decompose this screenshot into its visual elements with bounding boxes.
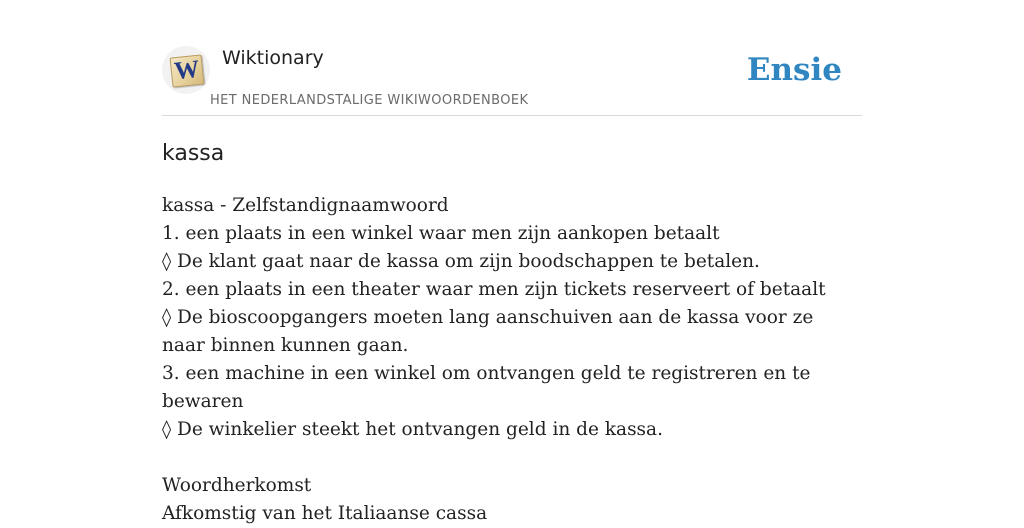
page-title: kassa [162, 141, 225, 166]
etymology-heading: Woordherkomst [162, 475, 312, 496]
definition-1: 1. een plaats in een winkel waar men zijn aankopen betaalt [162, 223, 720, 244]
definition-2: 2. een plaats in een theater waar men zijn tickets reserveert of betaalt [162, 279, 826, 300]
ensie-brand-logo[interactable]: Ensie [746, 52, 842, 88]
word-class-line: kassa - Zelfstandignaamwoord [162, 195, 449, 216]
example-3: ◊ De winkelier steekt het ontvangen geld in de kassa. [162, 419, 663, 440]
spacer [162, 444, 862, 472]
logo-letter: W [173, 55, 201, 86]
entry-content [162, 192, 862, 528]
header [162, 0, 862, 116]
logo-tile-icon [170, 54, 205, 87]
site-name[interactable]: Wiktionary [222, 47, 324, 69]
wiktionary-logo[interactable] [162, 46, 210, 94]
page-container [162, 0, 862, 524]
example-2: ◊ De bioscoopgangers moeten lang aanschuiven aan de kassa voor ze naar binnen kunnen gaan. [162, 307, 814, 356]
site-subtitle: HET NEDERLANDSTALIGE WIKIWOORDENBOEK [210, 93, 529, 108]
etymology-text: Afkomstig van het Italiaanse cassa [162, 503, 488, 524]
definition-3: 3. een machine in een winkel om ontvangen geld te registreren en te bewaren [162, 363, 811, 412]
example-1: ◊ De klant gaat naar de kassa om zijn boodschappen te betalen. [162, 251, 760, 272]
